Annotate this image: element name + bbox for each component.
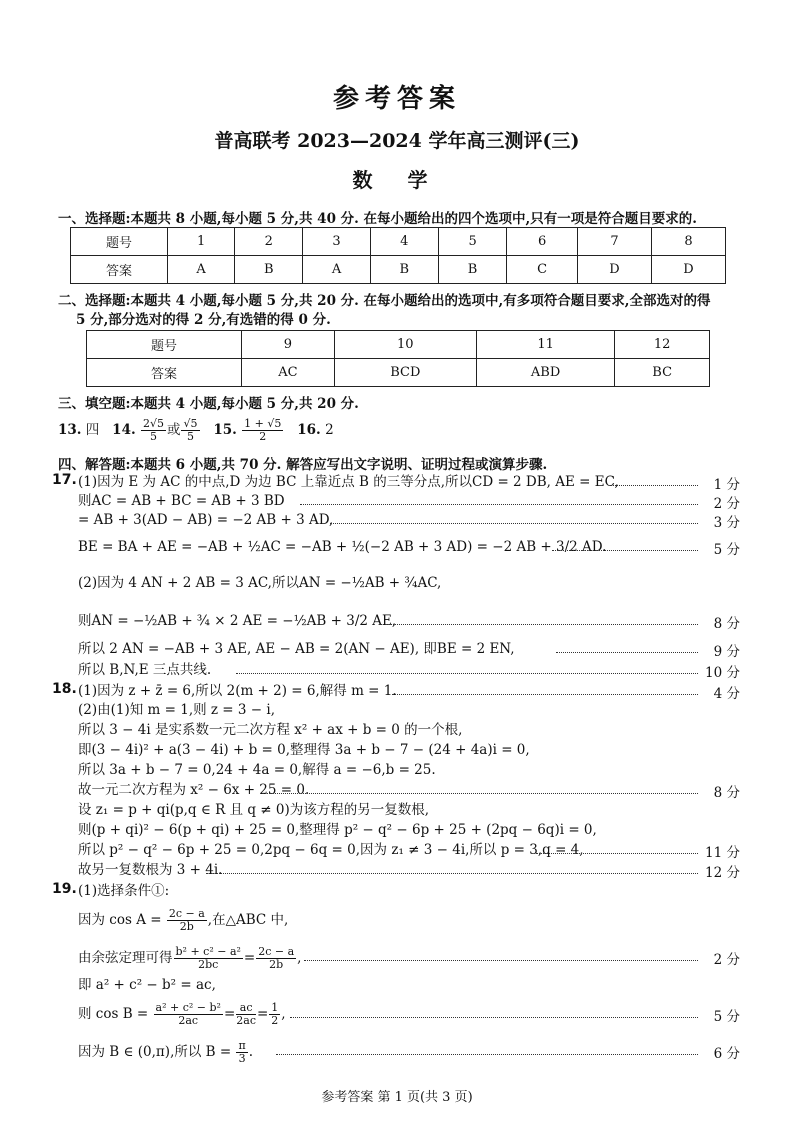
section1-answer-table (70, 227, 726, 284)
q18-line-10: 故另一复数根为 3 + 4i. (78, 862, 223, 878)
table-row (71, 228, 726, 256)
question-number: 5 (438, 228, 506, 256)
dot-leader (300, 504, 698, 505)
score-mark: 5 分 (713, 542, 740, 558)
q18-line-7: 设 z₁ = p + qi(p,q ∈ R 且 q ≠ 0)为该方程的另一复数根, (78, 802, 430, 818)
dot-leader (262, 793, 698, 794)
row-label-answer: 答案 (87, 359, 242, 387)
fraction (236, 1002, 256, 1027)
answer-cell: BCD (334, 359, 476, 387)
score-mark: 9 分 (713, 644, 740, 660)
text-segment: 则 cos B = (78, 1006, 149, 1022)
question-number: 11 (476, 331, 614, 359)
exam-subtitle: 普高联考 2023—2024 学年高三测评(三) (214, 130, 580, 152)
numerator: π (238, 1039, 246, 1052)
answer-cell: D (578, 256, 652, 284)
numerator: 1 + √5 (244, 417, 282, 430)
question-number: 18. (52, 681, 77, 697)
q18-line-2: (2)由(1)知 m = 1,则 z = 3 − i, (78, 702, 276, 718)
answer-cell: BC (615, 359, 710, 387)
denominator: 5 (149, 430, 157, 443)
text-segment: 因为 cos A = (78, 912, 162, 928)
q19-line-5 (78, 1002, 750, 1027)
score-mark: 8 分 (713, 616, 740, 632)
score-mark: 12 分 (705, 865, 740, 881)
answer-cell: A (168, 256, 235, 284)
text-segment: ,在△ABC 中, (207, 912, 289, 928)
question-number: 3 (303, 228, 370, 256)
section3-heading: 三、填空题:本题共 4 小题,每小题 5 分,共 20 分. (58, 396, 359, 412)
score-mark: 1 分 (713, 477, 740, 493)
question-number: 19. (52, 881, 77, 897)
answer-15-frac (242, 418, 283, 443)
dot-leader (610, 485, 698, 486)
question-number: 9 (242, 331, 335, 359)
score-mark: 5 分 (713, 1009, 740, 1025)
dot-leader (330, 523, 698, 524)
score-mark: 6 分 (713, 1046, 740, 1062)
row-label-question: 题号 (87, 331, 242, 359)
question-number: 7 (578, 228, 652, 256)
score-mark: 11 分 (705, 845, 740, 861)
dot-leader (304, 960, 698, 961)
q18-line-8: 则(p + qi)² − 6(p + qi) + 25 = 0,整理得 p² − q² − 6p + 25 + (2pq − 6q)i = 0, (78, 822, 597, 838)
score-mark: 2 分 (713, 952, 740, 968)
score-mark: 3 分 (713, 515, 740, 531)
subject-title: 数 学 (352, 168, 442, 192)
section4-heading: 四、解答题:本题共 6 小题,共 70 分. 解答应写出文字说明、证明过程或演算步骤. (58, 457, 548, 473)
q17-line-6: 则AN = −½AB + ¾ × 2 AE = −½AB + 3/2 AE, (78, 613, 397, 629)
q18-line-6: 故一元二次方程为 x² − 6x + 25 = 0. (78, 782, 310, 798)
question-number: 15. (213, 422, 237, 438)
numerator: a² + c² − b² (155, 1001, 221, 1014)
question-number: 16. (297, 422, 321, 438)
q17-line-7: 所以 2 AN = −AB + 3 AE, AE − AB = 2(AN − AE), 即BE = 2 EN, (78, 641, 515, 657)
numerator: √5 (183, 417, 198, 430)
answer-14-frac-1 (141, 418, 166, 443)
denominator: 2ac (178, 1014, 199, 1027)
fraction (174, 946, 243, 971)
score-mark: 10 分 (705, 665, 740, 681)
denominator: 2bc (198, 958, 219, 971)
answer-cell: B (438, 256, 506, 284)
q19-line-2 (78, 908, 750, 933)
q17-line-3: = AB + 3(AD − AB) = −2 AB + 3 AD, (78, 512, 334, 528)
score-mark: 2 分 (713, 496, 740, 512)
question-number: 13. (58, 422, 82, 438)
q17-line-2: 则AC = AB + BC = AB + 3 BD (78, 493, 285, 509)
table-row (87, 359, 710, 387)
dot-leader (206, 873, 698, 874)
or-word: 或 (166, 422, 181, 438)
q18-line-4: 即(3 − 4i)² + a(3 − 4i) + b = 0,整理得 3a + b − 7 − (24 + 4a)i = 0, (78, 742, 530, 758)
question-number: 2 (235, 228, 303, 256)
dot-leader (290, 1017, 698, 1018)
fraction (269, 1002, 280, 1027)
section2-answer-table (86, 330, 710, 387)
row-label-question: 题号 (71, 228, 168, 256)
numerator: ac (236, 1002, 256, 1015)
q18-line-9: 所以 p² − q² − 6p + 25 = 0,2pq − 6q = 0,因为 z₁ ≠ 3 − 4i,所以 p = 3,q = 4, (78, 842, 584, 858)
denominator: 5 (186, 430, 194, 443)
question-number: 12 (615, 331, 710, 359)
q19-line-3 (78, 946, 750, 971)
answer-13: 四 (85, 422, 100, 438)
question-number: 6 (507, 228, 578, 256)
table-row (71, 256, 726, 284)
fraction (236, 1040, 247, 1065)
q17-line-5: (2)因为 4 AN + 2 AB = 3 AC,所以AN = −½AB + ¾AC, (78, 575, 442, 591)
section1-heading: 一、选择题:本题共 8 小题,每小题 5 分,共 40 分. 在每小题给出的四个选项中,只有一项是符合题目要求的. (58, 211, 697, 227)
q19-line-4: 即 a² + c² − b² = ac, (78, 977, 216, 993)
answer-cell: A (303, 256, 370, 284)
fraction (154, 1002, 223, 1027)
denominator: 2b (179, 920, 194, 933)
text-segment: 因为 B ∈ (0,π),所以 B = (78, 1044, 232, 1060)
score-mark: 4 分 (713, 686, 740, 702)
question-number: 10 (334, 331, 476, 359)
row-label-answer: 答案 (71, 256, 168, 284)
q18-line-5: 所以 3a + b − 7 = 0,24 + 4a = 0,解得 a = −6,b = 25. (78, 762, 436, 778)
answer-14-frac-2 (181, 418, 199, 443)
question-number: 14. (112, 422, 136, 438)
question-number: 17. (52, 472, 77, 488)
text-segment: . (248, 1044, 254, 1060)
numerator: 1 (271, 1001, 279, 1014)
q17-line-4: BE = BA + AE = −AB + ½AC = −AB + ½(−2 AB + 3 AD) = −2 AB + 3/2 AD. (78, 539, 607, 555)
numerator: b² + c² − a² (175, 945, 241, 958)
denominator: 2ac (236, 1014, 256, 1027)
denominator: 2 (271, 1014, 279, 1027)
q17-line-8: 所以 B,N,E 三点共线. (78, 662, 212, 678)
fraction (256, 946, 296, 971)
text-segment: = (256, 1006, 269, 1022)
denominator: 2b (269, 958, 284, 971)
score-mark: 8 分 (713, 785, 740, 801)
section2-heading-cont: 5 分,部分选对的得 2 分,有选错的得 0 分. (76, 312, 331, 328)
q19-line-6 (78, 1040, 750, 1065)
answer-cell: AC (242, 359, 335, 387)
dot-leader (552, 550, 698, 551)
dot-leader (380, 624, 698, 625)
dot-leader (536, 853, 698, 854)
text-segment: , (281, 1006, 286, 1022)
answer-16: 2 (325, 422, 334, 438)
numerator: 2c − a (168, 907, 205, 920)
question-number: 4 (370, 228, 438, 256)
q18-line-3: 所以 3 − 4i 是实系数一元二次方程 x² + ax + b = 0 的一个根, (78, 722, 463, 738)
table-row (87, 331, 710, 359)
answer-cell: C (507, 256, 578, 284)
answer-cell: B (370, 256, 438, 284)
denominator: 2 (259, 430, 267, 443)
text-segment: = (223, 1006, 236, 1022)
section2-heading: 二、选择题:本题共 4 小题,每小题 5 分,共 20 分. 在每小题给出的选项中,有多项符合题目要求,全部选对的得 (58, 293, 711, 309)
q19-line-1: (1)选择条件①: (78, 883, 170, 899)
page-footer: 参考答案 第 1 页(共 3 页) (321, 1090, 473, 1105)
fill-blank-answers (58, 418, 334, 443)
page-title: 参考答案 (332, 84, 461, 114)
dot-leader (556, 652, 698, 653)
text-segment: = (243, 950, 256, 966)
answer-cell: ABD (476, 359, 614, 387)
text-segment: , (297, 950, 302, 966)
q17-line-1: (1)因为 E 为 AC 的中点,D 为边 BC 上靠近点 B 的三等分点,所以CD = 2 DB, AE = EC, (78, 474, 619, 490)
numerator: 2c − a (258, 945, 295, 958)
q18-line-1: (1)因为 z + z̄ = 6,所以 2(m + 2) = 6,解得 m = 1. (78, 683, 397, 699)
dot-leader (236, 673, 698, 674)
dot-leader (276, 1054, 698, 1055)
question-number: 1 (168, 228, 235, 256)
answer-cell: D (652, 256, 726, 284)
question-number: 8 (652, 228, 726, 256)
dot-leader (392, 694, 698, 695)
answer-cell: B (235, 256, 303, 284)
numerator: 2√5 (142, 417, 164, 430)
fraction (167, 908, 207, 933)
denominator: 3 (238, 1052, 246, 1065)
text-segment: 由余弦定理可得 (78, 950, 173, 966)
